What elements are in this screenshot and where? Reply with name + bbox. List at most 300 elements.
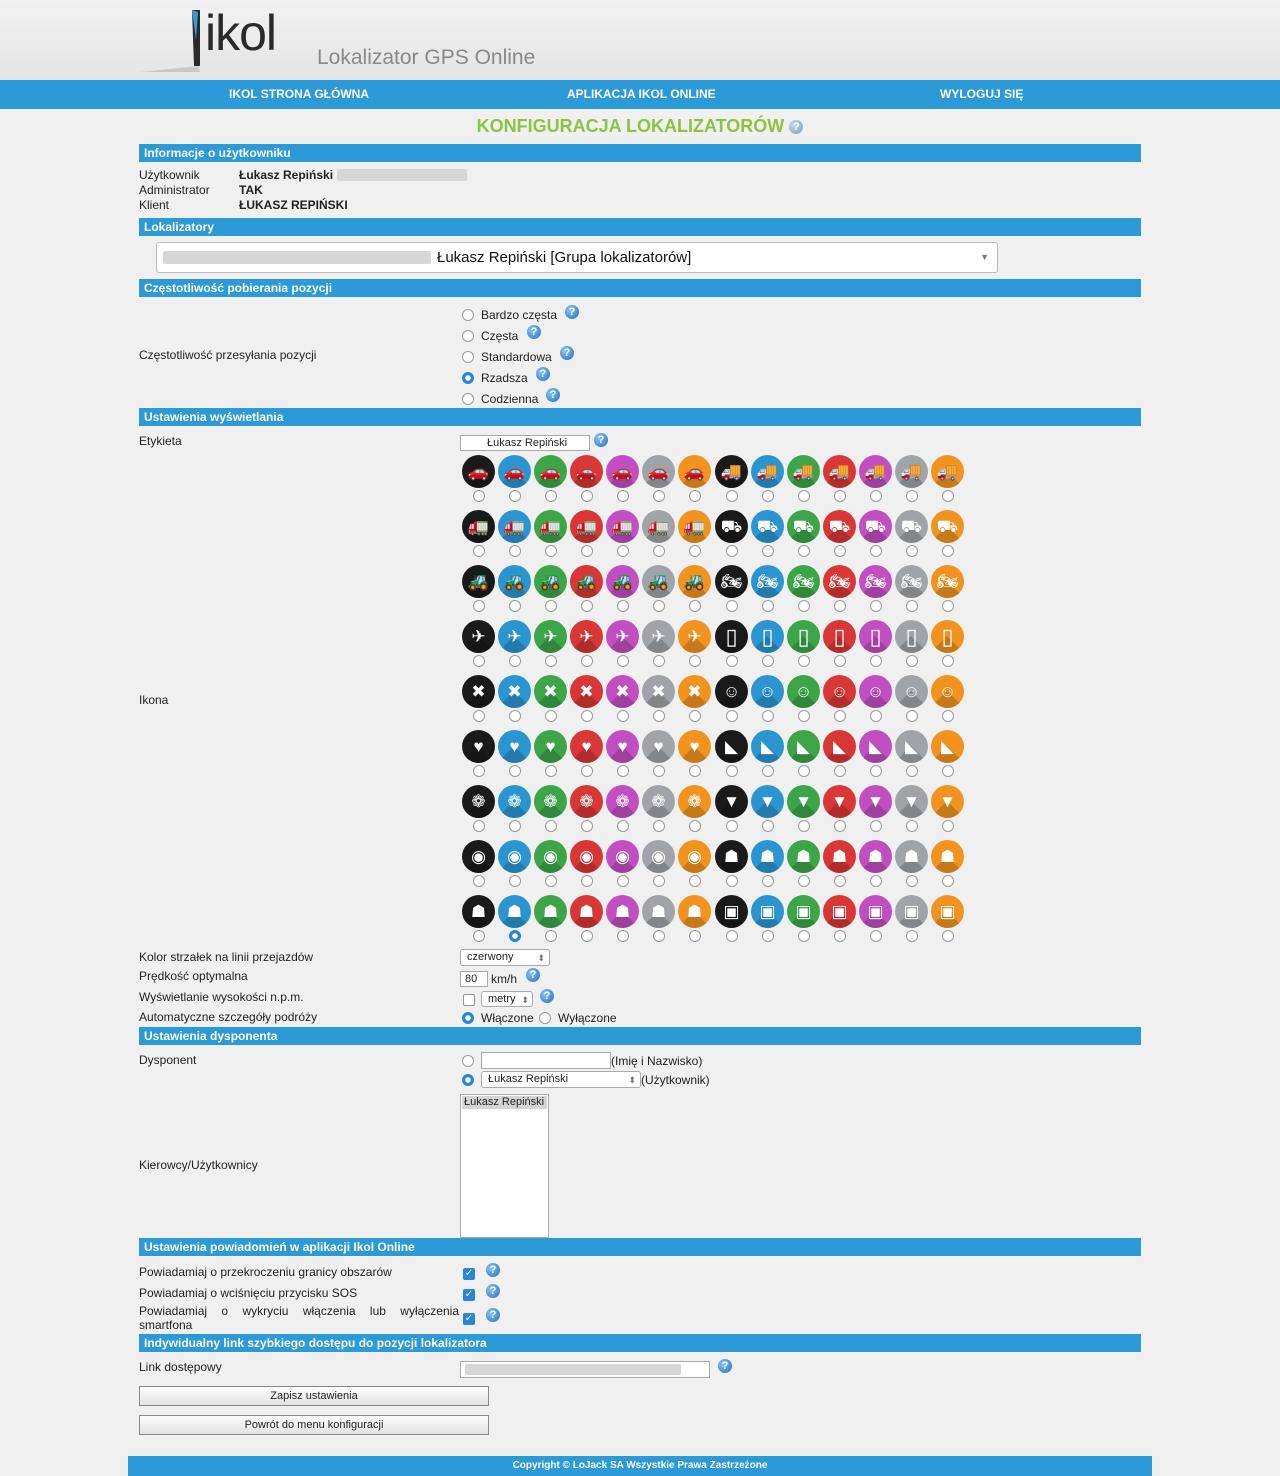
icon-option-radio[interactable] xyxy=(617,600,629,612)
help-icon[interactable]: ? xyxy=(527,325,541,339)
icon-option[interactable] xyxy=(606,510,639,560)
freq-radio-rarer[interactable] xyxy=(462,372,474,384)
freq-radio-very-frequent[interactable] xyxy=(462,309,474,321)
dog-icon[interactable]: ◣ xyxy=(787,730,820,763)
icon-option[interactable] xyxy=(498,730,531,780)
user-bust-icon[interactable]: ☗ xyxy=(751,840,784,873)
icon-option[interactable] xyxy=(895,895,928,945)
tractor-icon[interactable]: 🚜 xyxy=(678,565,711,598)
icon-option-radio[interactable] xyxy=(545,710,557,722)
notify-phone-checkbox[interactable]: ✓ xyxy=(464,1313,474,1324)
truck-icon[interactable]: 🚚 xyxy=(715,455,748,488)
locator-select[interactable] xyxy=(156,242,998,273)
icon-option[interactable] xyxy=(787,730,820,780)
icon-option[interactable] xyxy=(895,840,928,890)
icon-option[interactable] xyxy=(787,565,820,615)
icon-option[interactable] xyxy=(498,785,531,835)
icon-option[interactable] xyxy=(678,840,711,890)
user-bust-icon[interactable]: ☗ xyxy=(787,840,820,873)
icon-option-radio[interactable] xyxy=(726,765,738,777)
smartphone-icon[interactable]: ▯ xyxy=(859,620,892,653)
icon-option-radio[interactable] xyxy=(581,710,593,722)
help-icon[interactable]: ? xyxy=(718,1359,732,1373)
tractor-icon[interactable]: 🚜 xyxy=(570,565,603,598)
icon-option-radio[interactable] xyxy=(653,545,665,557)
icon-option-radio[interactable] xyxy=(798,765,810,777)
icon-option-radio[interactable] xyxy=(870,875,882,887)
icon-option[interactable] xyxy=(751,510,784,560)
icon-option[interactable] xyxy=(787,620,820,670)
icon-option[interactable] xyxy=(859,565,892,615)
tractor-icon[interactable]: 🚜 xyxy=(606,565,639,598)
smiley-icon[interactable]: ☺ xyxy=(895,675,928,708)
speed-input[interactable]: 80 xyxy=(460,971,488,987)
user-avatar-icon[interactable]: ☗ xyxy=(462,895,495,928)
lorry-icon[interactable]: 🚛 xyxy=(642,510,675,543)
paw-icon[interactable]: ❁ xyxy=(678,785,711,818)
icon-option-radio[interactable] xyxy=(798,490,810,502)
icon-option-radio[interactable] xyxy=(689,655,701,667)
car-icon[interactable]: 🚗 xyxy=(606,455,639,488)
icon-option-radio[interactable] xyxy=(870,710,882,722)
icon-option-radio[interactable] xyxy=(798,930,810,942)
airplane-icon[interactable]: ✈ xyxy=(642,620,675,653)
heart-icon[interactable]: ♥ xyxy=(606,730,639,763)
icon-option[interactable] xyxy=(931,895,964,945)
truck-icon[interactable]: 🚚 xyxy=(751,455,784,488)
icon-option[interactable] xyxy=(715,620,748,670)
icon-option[interactable] xyxy=(462,895,495,945)
icon-option[interactable] xyxy=(570,455,603,505)
tipper-icon[interactable]: ⛟ xyxy=(859,510,892,543)
icon-option-radio[interactable] xyxy=(545,820,557,832)
icon-option[interactable] xyxy=(823,620,856,670)
icon-option[interactable] xyxy=(534,620,567,670)
smartphone-icon[interactable]: ▯ xyxy=(823,620,856,653)
icon-option-radio[interactable] xyxy=(653,710,665,722)
icon-option[interactable] xyxy=(823,840,856,890)
altitude-checkbox[interactable] xyxy=(463,994,475,1006)
icon-option[interactable] xyxy=(606,840,639,890)
icon-option-radio[interactable] xyxy=(906,930,918,942)
icon-option-radio[interactable] xyxy=(726,820,738,832)
icon-option[interactable] xyxy=(462,455,495,505)
icon-option-radio[interactable] xyxy=(762,600,774,612)
trip-off-radio[interactable] xyxy=(539,1012,551,1024)
tie-icon[interactable]: ▼ xyxy=(859,785,892,818)
user-bust-icon[interactable]: ☗ xyxy=(823,840,856,873)
back-to-config-button[interactable]: Powrót do menu konfiguracji xyxy=(139,1415,489,1435)
airplane-icon[interactable]: ✈ xyxy=(498,620,531,653)
altitude-unit-select[interactable] xyxy=(481,991,533,1007)
icon-option-radio[interactable] xyxy=(617,490,629,502)
icon-option[interactable] xyxy=(642,840,675,890)
icon-option[interactable] xyxy=(498,565,531,615)
icon-option-radio[interactable] xyxy=(581,875,593,887)
airplane-icon[interactable]: ✈ xyxy=(534,620,567,653)
tipper-icon[interactable]: ⛟ xyxy=(895,510,928,543)
lorry-icon[interactable]: 🚛 xyxy=(534,510,567,543)
icon-option-radio[interactable] xyxy=(689,600,701,612)
icon-option-radio[interactable] xyxy=(509,600,521,612)
drivers-listbox[interactable] xyxy=(460,1094,549,1238)
icon-option[interactable] xyxy=(931,510,964,560)
icon-option[interactable] xyxy=(931,730,964,780)
icon-option[interactable] xyxy=(715,895,748,945)
icon-option-radio[interactable] xyxy=(906,545,918,557)
help-icon[interactable]: ? xyxy=(540,989,554,1003)
icon-option-radio[interactable] xyxy=(726,655,738,667)
dog-icon[interactable]: ◣ xyxy=(859,730,892,763)
paw-icon[interactable]: ❁ xyxy=(606,785,639,818)
icon-option[interactable] xyxy=(823,785,856,835)
person-cheer-icon[interactable]: ✖ xyxy=(462,675,495,708)
icon-option-radio[interactable] xyxy=(870,765,882,777)
icon-option[interactable] xyxy=(570,675,603,725)
dog-icon[interactable]: ◣ xyxy=(895,730,928,763)
user-avatar-icon[interactable]: ☗ xyxy=(570,895,603,928)
user-bust-icon[interactable]: ☗ xyxy=(895,840,928,873)
person-cheer-icon[interactable]: ✖ xyxy=(534,675,567,708)
smiley-icon[interactable]: ☺ xyxy=(859,675,892,708)
icon-option[interactable] xyxy=(534,510,567,560)
icon-option[interactable] xyxy=(570,895,603,945)
icon-option[interactable] xyxy=(498,510,531,560)
icon-option[interactable] xyxy=(715,840,748,890)
eye-icon[interactable]: ◉ xyxy=(606,840,639,873)
drivers-list-item[interactable]: Łukasz Repiński xyxy=(462,1096,547,1109)
icon-option-radio[interactable] xyxy=(726,600,738,612)
tractor-icon[interactable]: 🚜 xyxy=(462,565,495,598)
icon-option-radio[interactable] xyxy=(834,600,846,612)
tie-icon[interactable]: ▼ xyxy=(751,785,784,818)
heart-icon[interactable]: ♥ xyxy=(534,730,567,763)
motorcycle-icon[interactable]: 🏍 xyxy=(715,565,748,598)
icon-option-radio[interactable] xyxy=(726,930,738,942)
icon-option[interactable] xyxy=(534,565,567,615)
person-cheer-icon[interactable]: ✖ xyxy=(678,675,711,708)
tag-input[interactable]: Łukasz Repiński xyxy=(460,435,590,451)
icon-option-radio[interactable] xyxy=(653,765,665,777)
icon-option-radio[interactable] xyxy=(581,820,593,832)
icon-option-radio[interactable] xyxy=(762,545,774,557)
icon-option-radio[interactable] xyxy=(473,765,485,777)
icon-option-radio[interactable] xyxy=(653,490,665,502)
icon-option[interactable] xyxy=(751,840,784,890)
icon-option-radio[interactable] xyxy=(906,765,918,777)
eye-icon[interactable]: ◉ xyxy=(678,840,711,873)
icon-option-radio[interactable] xyxy=(834,545,846,557)
icon-option-radio[interactable] xyxy=(653,930,665,942)
icon-option-radio[interactable] xyxy=(906,875,918,887)
lorry-icon[interactable]: 🚛 xyxy=(606,510,639,543)
icon-option-radio[interactable] xyxy=(870,820,882,832)
icon-option-radio[interactable] xyxy=(473,820,485,832)
help-icon[interactable]: ? xyxy=(594,433,608,447)
icon-option-radio[interactable] xyxy=(906,820,918,832)
help-icon[interactable]: ? xyxy=(526,968,540,982)
help-icon[interactable]: ? xyxy=(486,1308,500,1322)
icon-option-radio[interactable] xyxy=(581,600,593,612)
icon-option-radio[interactable] xyxy=(870,930,882,942)
icon-option[interactable] xyxy=(534,785,567,835)
icon-option[interactable] xyxy=(570,840,603,890)
icon-option-radio[interactable] xyxy=(726,710,738,722)
icon-option[interactable] xyxy=(859,510,892,560)
icon-option[interactable] xyxy=(642,620,675,670)
icon-option-radio[interactable] xyxy=(942,930,954,942)
airplane-icon[interactable]: ✈ xyxy=(570,620,603,653)
icon-option-radio[interactable] xyxy=(798,545,810,557)
icon-option-radio[interactable] xyxy=(617,875,629,887)
tie-icon[interactable]: ▼ xyxy=(895,785,928,818)
suitcase-icon[interactable]: ▣ xyxy=(895,895,928,928)
smiley-icon[interactable]: ☺ xyxy=(715,675,748,708)
icon-option-radio[interactable] xyxy=(509,875,521,887)
icon-option-radio[interactable] xyxy=(762,820,774,832)
icon-option[interactable] xyxy=(715,675,748,725)
heart-icon[interactable]: ♥ xyxy=(678,730,711,763)
icon-option-radio[interactable] xyxy=(581,545,593,557)
tipper-icon[interactable]: ⛟ xyxy=(715,510,748,543)
icon-option[interactable] xyxy=(859,455,892,505)
icon-option[interactable] xyxy=(642,565,675,615)
icon-option[interactable] xyxy=(678,455,711,505)
dog-icon[interactable]: ◣ xyxy=(931,730,964,763)
icon-option-radio[interactable] xyxy=(870,600,882,612)
icon-option-radio[interactable] xyxy=(906,490,918,502)
icon-option[interactable] xyxy=(498,675,531,725)
car-icon[interactable]: 🚗 xyxy=(642,455,675,488)
icon-option[interactable] xyxy=(751,895,784,945)
icon-option[interactable] xyxy=(715,565,748,615)
icon-option[interactable] xyxy=(931,840,964,890)
icon-option-radio[interactable] xyxy=(473,490,485,502)
icon-option-radio[interactable] xyxy=(762,710,774,722)
tie-icon[interactable]: ▼ xyxy=(715,785,748,818)
suitcase-icon[interactable]: ▣ xyxy=(751,895,784,928)
icon-option[interactable] xyxy=(931,620,964,670)
icon-option-radio[interactable] xyxy=(581,765,593,777)
freq-radio-standard[interactable] xyxy=(462,351,474,363)
icon-option[interactable] xyxy=(823,455,856,505)
save-settings-button[interactable]: Zapisz ustawienia xyxy=(139,1386,489,1406)
icon-option-radio[interactable] xyxy=(545,600,557,612)
icon-option-radio[interactable] xyxy=(617,820,629,832)
icon-option[interactable] xyxy=(462,730,495,780)
motorcycle-icon[interactable]: 🏍 xyxy=(859,565,892,598)
icon-option-radio[interactable] xyxy=(653,600,665,612)
icon-option[interactable] xyxy=(823,675,856,725)
icon-option[interactable] xyxy=(534,895,567,945)
icon-option[interactable] xyxy=(823,895,856,945)
icon-option-radio[interactable] xyxy=(834,875,846,887)
person-cheer-icon[interactable]: ✖ xyxy=(498,675,531,708)
nav-logout-link[interactable]: WYLOGUJ SIĘ xyxy=(940,87,1024,101)
nav-home-link[interactable]: IKOL STRONA GŁÓWNA xyxy=(229,87,369,101)
icon-option[interactable] xyxy=(678,620,711,670)
icon-option[interactable] xyxy=(606,895,639,945)
lorry-icon[interactable]: 🚛 xyxy=(570,510,603,543)
icon-option[interactable] xyxy=(787,675,820,725)
icon-option-radio[interactable] xyxy=(617,545,629,557)
dog-icon[interactable]: ◣ xyxy=(715,730,748,763)
help-icon[interactable]: ? xyxy=(486,1284,500,1298)
help-icon[interactable]: ? xyxy=(789,120,803,134)
icon-option-radio[interactable] xyxy=(473,930,485,942)
icon-option[interactable] xyxy=(642,675,675,725)
notify-area-checkbox[interactable]: ✓ xyxy=(464,1268,474,1279)
icon-option[interactable] xyxy=(462,840,495,890)
paw-icon[interactable]: ❁ xyxy=(462,785,495,818)
icon-option[interactable] xyxy=(606,455,639,505)
icon-option[interactable] xyxy=(787,840,820,890)
smartphone-icon[interactable]: ▯ xyxy=(787,620,820,653)
icon-option[interactable] xyxy=(751,455,784,505)
tractor-icon[interactable]: 🚜 xyxy=(534,565,567,598)
icon-option-radio[interactable] xyxy=(653,820,665,832)
car-icon[interactable]: 🚗 xyxy=(534,455,567,488)
help-icon[interactable]: ? xyxy=(546,388,560,402)
icon-option[interactable] xyxy=(570,785,603,835)
icon-option[interactable] xyxy=(462,785,495,835)
icon-option[interactable] xyxy=(931,455,964,505)
icon-option[interactable] xyxy=(570,565,603,615)
icon-option-radio[interactable] xyxy=(726,490,738,502)
icon-option[interactable] xyxy=(895,675,928,725)
person-cheer-icon[interactable]: ✖ xyxy=(642,675,675,708)
icon-option[interactable] xyxy=(859,840,892,890)
heart-icon[interactable]: ♥ xyxy=(570,730,603,763)
icon-option[interactable] xyxy=(678,675,711,725)
icon-option[interactable] xyxy=(642,455,675,505)
airplane-icon[interactable]: ✈ xyxy=(678,620,711,653)
icon-option[interactable] xyxy=(462,565,495,615)
icon-option-radio[interactable] xyxy=(870,490,882,502)
smiley-icon[interactable]: ☺ xyxy=(787,675,820,708)
user-avatar-icon[interactable]: ☗ xyxy=(534,895,567,928)
heart-icon[interactable]: ♥ xyxy=(642,730,675,763)
icon-option-radio[interactable] xyxy=(942,765,954,777)
icon-option-radio[interactable] xyxy=(509,545,521,557)
tipper-icon[interactable]: ⛟ xyxy=(823,510,856,543)
nav-app-link[interactable]: APLIKACJA IKOL ONLINE xyxy=(567,87,716,101)
icon-option[interactable] xyxy=(570,510,603,560)
icon-option-radio[interactable] xyxy=(617,930,629,942)
icon-option-radio[interactable] xyxy=(689,820,701,832)
icon-option-radio[interactable] xyxy=(473,600,485,612)
icon-option[interactable] xyxy=(642,730,675,780)
icon-option-radio[interactable] xyxy=(942,710,954,722)
icon-option-radio[interactable] xyxy=(689,930,701,942)
user-bust-icon[interactable]: ☗ xyxy=(715,840,748,873)
smiley-icon[interactable]: ☺ xyxy=(931,675,964,708)
icon-option[interactable] xyxy=(895,455,928,505)
dispatcher-user-select[interactable] xyxy=(481,1071,641,1088)
freq-radio-daily[interactable] xyxy=(462,393,474,405)
tipper-icon[interactable]: ⛟ xyxy=(751,510,784,543)
lorry-icon[interactable]: 🚛 xyxy=(498,510,531,543)
icon-option[interactable] xyxy=(859,730,892,780)
logo-text[interactable]: ikol xyxy=(205,5,277,61)
icon-option[interactable] xyxy=(462,620,495,670)
icon-option[interactable] xyxy=(462,675,495,725)
icon-option[interactable] xyxy=(715,455,748,505)
icon-option-radio[interactable] xyxy=(870,545,882,557)
eye-icon[interactable]: ◉ xyxy=(462,840,495,873)
icon-option-radio[interactable] xyxy=(617,655,629,667)
truck-icon[interactable]: 🚚 xyxy=(787,455,820,488)
paw-icon[interactable]: ❁ xyxy=(570,785,603,818)
icon-option-radio[interactable] xyxy=(906,710,918,722)
airplane-icon[interactable]: ✈ xyxy=(462,620,495,653)
icon-option[interactable] xyxy=(534,730,567,780)
icon-option[interactable] xyxy=(859,675,892,725)
paw-icon[interactable]: ❁ xyxy=(534,785,567,818)
icon-option-radio[interactable] xyxy=(473,655,485,667)
icon-option-radio[interactable] xyxy=(581,490,593,502)
icon-option[interactable] xyxy=(642,895,675,945)
smartphone-icon[interactable]: ▯ xyxy=(715,620,748,653)
icon-option-radio[interactable] xyxy=(834,490,846,502)
icon-option-radio[interactable] xyxy=(509,765,521,777)
icon-option[interactable] xyxy=(751,785,784,835)
icon-option[interactable] xyxy=(498,840,531,890)
icon-option-radio[interactable] xyxy=(834,765,846,777)
icon-option-radio[interactable] xyxy=(473,875,485,887)
icon-option-radio[interactable] xyxy=(798,875,810,887)
help-icon[interactable]: ? xyxy=(560,346,574,360)
icon-option[interactable] xyxy=(462,510,495,560)
icon-option-radio[interactable] xyxy=(545,765,557,777)
suitcase-icon[interactable]: ▣ xyxy=(859,895,892,928)
icon-option[interactable] xyxy=(823,565,856,615)
icon-option-radio[interactable] xyxy=(870,655,882,667)
icon-option-radio[interactable] xyxy=(509,655,521,667)
paw-icon[interactable]: ❁ xyxy=(642,785,675,818)
help-icon[interactable]: ? xyxy=(536,367,550,381)
motorcycle-icon[interactable]: 🏍 xyxy=(787,565,820,598)
car-icon[interactable]: 🚗 xyxy=(570,455,603,488)
dispatcher-name-input[interactable] xyxy=(481,1052,611,1069)
tie-icon[interactable]: ▼ xyxy=(823,785,856,818)
icon-option-radio[interactable] xyxy=(726,875,738,887)
access-link-input[interactable] xyxy=(460,1361,710,1378)
lorry-icon[interactable]: 🚛 xyxy=(678,510,711,543)
icon-option[interactable] xyxy=(715,730,748,780)
icon-option-radio[interactable] xyxy=(545,545,557,557)
icon-option[interactable] xyxy=(606,675,639,725)
icon-option[interactable] xyxy=(642,510,675,560)
eye-icon[interactable]: ◉ xyxy=(498,840,531,873)
icon-option[interactable] xyxy=(570,730,603,780)
icon-option-radio[interactable] xyxy=(942,600,954,612)
icon-option-radio[interactable] xyxy=(509,930,521,942)
icon-option[interactable] xyxy=(823,510,856,560)
dog-icon[interactable]: ◣ xyxy=(751,730,784,763)
motorcycle-icon[interactable]: 🏍 xyxy=(895,565,928,598)
icon-option-radio[interactable] xyxy=(942,820,954,832)
icon-option[interactable] xyxy=(606,730,639,780)
icon-option-radio[interactable] xyxy=(834,930,846,942)
icon-option[interactable] xyxy=(931,565,964,615)
icon-option-radio[interactable] xyxy=(798,710,810,722)
airplane-icon[interactable]: ✈ xyxy=(606,620,639,653)
icon-option[interactable] xyxy=(787,455,820,505)
icon-option[interactable] xyxy=(534,840,567,890)
trip-on-radio[interactable] xyxy=(462,1012,474,1024)
tie-icon[interactable]: ▼ xyxy=(787,785,820,818)
